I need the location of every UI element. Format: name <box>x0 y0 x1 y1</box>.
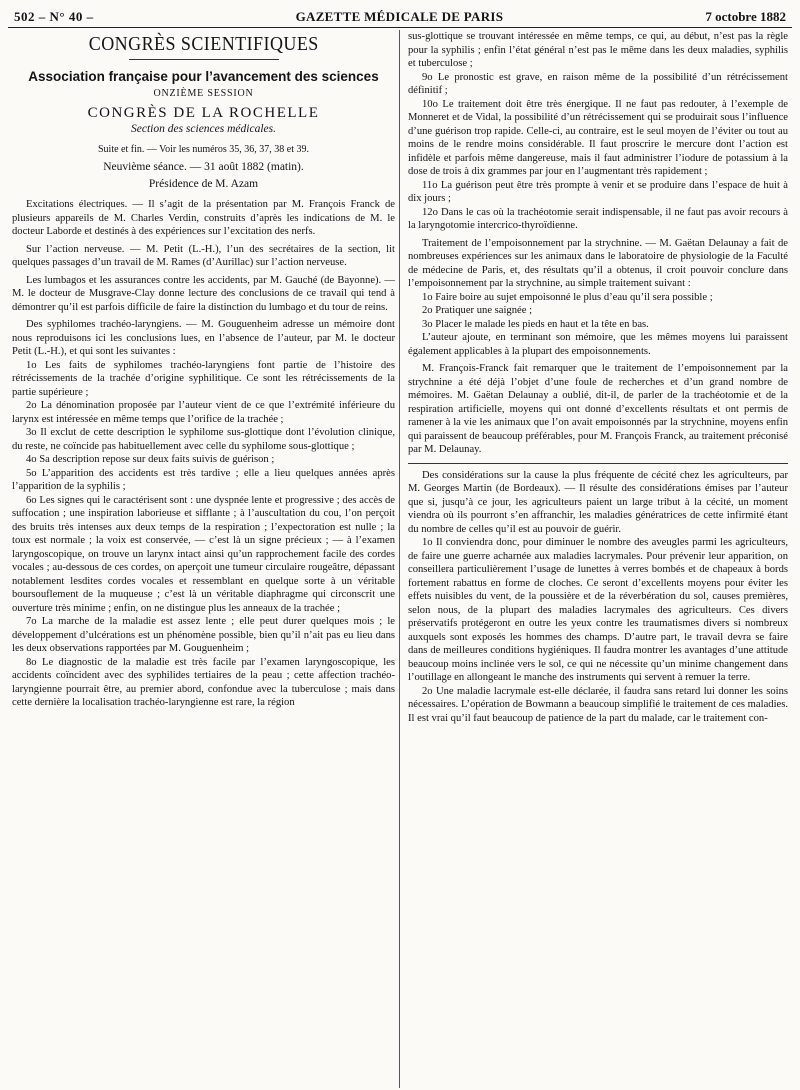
session-heading: ONZIÈME SESSION <box>153 88 254 99</box>
conclusion-2: 2o La dénomination proposée par l’auteur vient de ce que l’extrémité inférieure du larynx est intéressée en même temps que l’orifice de la trachée ; <box>12 400 395 425</box>
conclusion-12: 12o Dans le cas où la trachéotomie serait indispensable, il ne faut pas avoir recours à la laryngotomie intercrico-thyroïdienne. <box>408 206 788 231</box>
section-title-box <box>12 33 395 60</box>
treatment-2: 2o Pratiquer une saignée ; <box>422 305 533 316</box>
suite-note: Suite et fin. — Voir les numéros 35, 36, 37, 38 et 39. <box>97 143 309 155</box>
conclusion-3: 3o Il exclut de cette description le syphilome sus-glottique dont l’évolution clinique, du reste, ne coïncide pas habituellement avec celle du syphilome sous-glottique ; <box>12 427 395 452</box>
section-divider <box>408 463 788 464</box>
conclusion-9: 9o Le pronostic est grave, en raison même de la possibilité d’un rétrécissement définitif ; <box>408 71 788 96</box>
treatment-3: 3o Placer le malade les pieds en haut et la tête en bas. <box>422 318 649 330</box>
issue-date: 7 octobre 1882 <box>705 9 786 24</box>
association-heading: Association française pour l’avancement des sciences <box>28 68 379 84</box>
measure-1: 1o Il conviendra donc, pour diminuer le nombre des aveugles parmi les agriculteurs, de faire une guerre acharnée aux maladies lacrymales. Pour prévenir leur apparition, on conseillera particulièrement l’usage de lunettes à verres bombés et de chapeaux à bords fortement rabattus en forme de cloches. Ce seront d’excellents moyens pour éviter les effets nuisibles du vent, de la poussière et de la réverbération du sol, causes premières, selon nous, de la plupart des maladies lacrymales des agriculteurs. Ces divers préservatifs protégeront en outre les yeux contre les traumatismes divers si nombreux auxquels sont exposés les hommes des champs. D’autre part, le travail devra se faire dans de meilleures conditions hygiéniques. Il faudra montrer les avantages d’une attitude beaucoup moins inclinée vers le sol, ce qui ne nécessite qu’un minime changement dans l’outillage en allongeant le manche des instruments qui servent à remuer la terre. <box>408 537 788 683</box>
conclusion-1: 1o Les faits de syphilomes trachéo-laryngiens font partie de l’histoire des rétrécissements de la trachée d’origine syphilitique. Ce sont les rétrécissements de la partie supérieure ; <box>12 359 395 398</box>
paragraph-excitations: Excitations électriques. — Il s’agit de la présentation par M. François Franck de plusieurs appareils de M. Charles Verdin, construits d’après les indications de M. le docteur Laborde et destinés à des expériences sur l’excitation des nerfs. <box>12 199 395 237</box>
measure-2: 2o Une maladie lacrymale est-elle déclarée, il faudra sans retard lui donner les soins nécessaires. L’opération de Bowmann a beaucoup simplifié le traitement de ces maladies. Il est vrai qu’il faut beaucoup de patience de la part du malade, car le traitement con- <box>408 685 788 724</box>
journal-title: GAZETTE MÉDICALE DE PARIS <box>295 9 504 24</box>
section-title: CONGRÈS SCIENTIFIQUES <box>88 33 319 55</box>
conclusion-10: 10o Le traitement doit être très énergique. Il ne faut pas redouter, à l’exemple de Monneret et de Vidal, la possibilité d’un rétrécissement qui se produirait sous l’influence d’une guérison trop rapide. Celle-ci, au contraire, est le seul moyen de l’éviter ou tout au moins de le rendre moins considérable. Il faut proscrire le mercure dont l’action est infidèle et parfois même dangereuse, mais il faut administrer l’iodure de potassium à la dose de trois à dix grammes par jour en l’augmentant très rapidement ; <box>408 98 788 177</box>
conclusion-6: 6o Les signes qui le caractérisent sont : une dyspnée lente et progressive ; des accès de suffocation ; une inspiration laborieuse et sifflante ; à l’auscultation du cou, l’on perçoit des bruits très intenses aux deux temps de la respiration ; l’expectoration est nulle ; la toux est normale ; la voix est conservée, — c’est là un signe précieux ; — à l’examen laryngoscopique, on trouve un larynx intact ainsi qu’un rapprochement facile des cordes vocales ; au-dessous de ces cordes, on aperçoit une tumeur circulaire rougeâtre, dépassant notablement lesdites cordes vocales et ressemblant en quelque sorte à un véritable boursouflement de la muqueuse ; c’est là un véritable diaphragme qui circonscrit une ouverture très minime ; enfin, on ne distingue plus les anneaux de la trachée ; <box>12 494 395 614</box>
paragraph-auteur-ajoute: L’auteur ajoute, en terminant son mémoire, que les mêmes moyens lui paraissent également applicables à la plupart des empoisonnements. <box>408 332 788 357</box>
right-column <box>400 30 792 1088</box>
left-column <box>8 30 400 1088</box>
section-heading: Section des sciences médicales. <box>131 123 276 135</box>
paragraph-action-nerveuse: Sur l’action nerveuse. — M. Petit (L.-H.), l’un des secrétaires de la section, lit quelques passages d’un travail de M. Rames (d’Aurillac) sur l’action nerveuse. <box>12 243 395 268</box>
conclusion-5: 5o L’apparition des accidents est très tardive ; elle a lieu quelques années après l’apparition de la syphilis ; <box>12 467 395 492</box>
page-number: 502 – N° 40 – <box>14 9 94 24</box>
conclusion-7: 7o La marche de la maladie est assez lente ; elle peut durer quelques mois ; le développement d’ulcérations est un phénomène possible, bien qu’il n’ait pas eu lieu dans les deux observations rapportées par M. Gouguenheim ; <box>12 616 395 654</box>
conclusion-11: 11o La guérison peut être très prompte à venir et se produire dans l’espace de huit à dix jours ; <box>408 179 788 204</box>
paragraph-continued: sus-glottique se trouvant intéressée en même temps, ce qui, au début, n’est pas la règle pour la syphilis ; enfin l’état général n’est pas le même dans les deux maladies, syphilis et tuberculose ; <box>408 31 788 69</box>
columns <box>8 30 792 1088</box>
paragraph-strychnine: Traitement de l’empoisonnement par la strychnine. — M. Gaëtan Delaunay a fait de nombreuses expériences sur les animaux dans le laboratoire de physiologie de la Faculté de médecine de Paris, et, des résultats qu’il a obtenus, il croit pouvoir conclure dans l’empoisonnement par la strychnine, au simple traitement suivant : <box>408 237 788 289</box>
conclusion-4: 4o Sa description repose sur deux faits suivis de guérison ; <box>26 454 275 465</box>
page-header <box>8 6 792 28</box>
presidence-heading: Présidence de M. Azam <box>148 177 259 190</box>
congres-heading: CONGRÈS DE LA ROCHELLE <box>87 104 320 121</box>
paragraph-lumbagos: Les lumbagos et les assurances contre les accidents, par M. Gauché (de Bayonne). — M. le docteur de Musgrave-Clay donne lecture des conclusions de ce travail qui tend à démontrer qu’il est parfois difficile de faire la distinction du lumbago et du tour de reins. <box>12 274 395 313</box>
treatment-1: 1o Faire boire au sujet empoisonné le plus d’eau qu’il sera possible ; <box>422 291 713 303</box>
seance-heading: Neuvième séance. — 31 août 1882 (matin). <box>103 161 304 173</box>
paragraph-syphilomes: Des syphilomes trachéo-laryngiens. — M. Gouguenheim adresse un mémoire dont nous reproduisons ici les conclusions lues, en l’absence de l’auteur, par M. le docteur Petit (L.-H.), et qui sont les suivantes : <box>12 319 395 357</box>
conclusion-8: 8o Le diagnostic de la maladie est très facile par l’examen laryngoscopique, les accidents coïncident avec des syphilides tertiaires de la peau ; cette affection trachéo-laryngienne pourrait être, au premier abord, confondue avec la tuberculose ; mais dans cette dernière la localisation trachéo-laryngienne est rare, la région <box>12 656 395 708</box>
title-rule <box>129 59 279 60</box>
paragraph-francois-franck: M. François-Franck fait remarquer que le traitement de l’empoisonnement par la strychnine a été déjà l’objet d’une foule de recherches et d’un grand nombre de mémoires. M. Gaëtan Delaunay a oublié, dit-il, de parler de la trachéotomie et de la respiration artificielle, moyens qui ont donné d’excellents résultats et ont permis de ramener à la vie les animaux que l’on avait empoisonnés par la strychnine, moyens enfin qui paraissent de beaucoup préférables, pour M. François Franck, au traitement préconisé par M. Delaunay. <box>408 363 788 455</box>
paragraph-cecite: Des considérations sur la cause la plus fréquente de cécité chez les agriculteurs, par M. Georges Martin (de Bordeaux). — Il résulte des considérations émises par l’auteur que si, jusqu’à ce jour, les agriculteurs paient un large tribut à la cécité, un moment viendra où ils pourront s’en affranchir, les maladies génératrices de cette infirmité étant du nombre de celles qu’il est au pouvoir de guérir. <box>408 469 788 535</box>
